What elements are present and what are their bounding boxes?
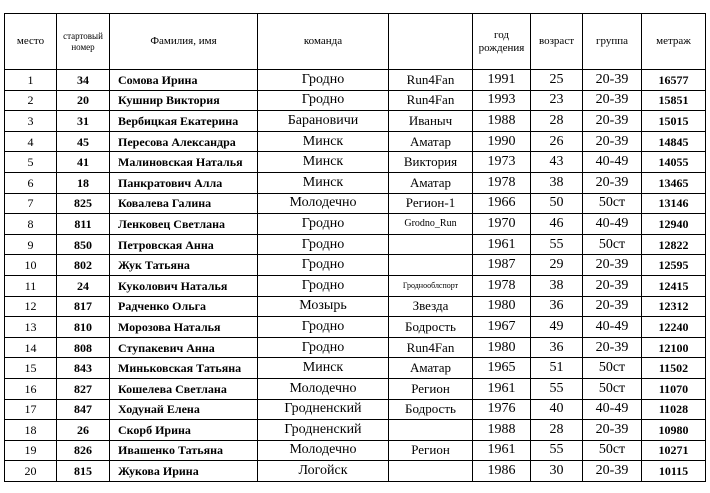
cell-birth-year: 1961 (473, 378, 531, 399)
cell-distance: 12312 (642, 296, 706, 317)
cell-place: 20 (5, 461, 57, 482)
cell-name: Ивашенко Татьяна (110, 440, 258, 461)
cell-group: 20-39 (583, 90, 642, 111)
cell-distance: 11028 (642, 399, 706, 420)
cell-birth-year: 1976 (473, 399, 531, 420)
table-row (5, 461, 706, 482)
cell-start-number: 817 (57, 296, 110, 317)
cell-group: 20-39 (583, 420, 642, 441)
cell-club: Бодрость (389, 399, 473, 420)
cell-group: 50ст (583, 358, 642, 379)
table-row (5, 337, 706, 358)
cell-team: Молодечно (258, 440, 389, 461)
cell-place: 11 (5, 275, 57, 296)
cell-start-number: 34 (57, 70, 110, 91)
cell-distance: 11502 (642, 358, 706, 379)
cell-start-number: 815 (57, 461, 110, 482)
cell-group: 50ст (583, 193, 642, 214)
table-row (5, 420, 706, 441)
table-row (5, 378, 706, 399)
cell-distance: 10115 (642, 461, 706, 482)
header-club (389, 14, 473, 70)
cell-distance: 11070 (642, 378, 706, 399)
cell-group: 40-49 (583, 214, 642, 235)
cell-team: Минск (258, 152, 389, 173)
table-row (5, 399, 706, 420)
cell-start-number: 825 (57, 193, 110, 214)
cell-club: Run4Fan (389, 70, 473, 91)
cell-age: 55 (531, 440, 583, 461)
cell-place: 16 (5, 378, 57, 399)
cell-team: Гродно (258, 214, 389, 235)
table-row (5, 440, 706, 461)
cell-age: 36 (531, 337, 583, 358)
cell-start-number: 45 (57, 131, 110, 152)
cell-team: Гродно (258, 70, 389, 91)
table-header (5, 14, 706, 70)
table-row (5, 214, 706, 235)
cell-group: 40-49 (583, 399, 642, 420)
cell-team: Гродненский (258, 420, 389, 441)
cell-place: 5 (5, 152, 57, 173)
header-group: группа (583, 14, 642, 70)
table-row (5, 131, 706, 152)
cell-start-number: 843 (57, 358, 110, 379)
cell-group: 20-39 (583, 296, 642, 317)
cell-name: Куколович Наталья (110, 275, 258, 296)
cell-team: Мозырь (258, 296, 389, 317)
cell-team: Гродно (258, 337, 389, 358)
cell-group: 50ст (583, 234, 642, 255)
table-row (5, 358, 706, 379)
cell-age: 25 (531, 70, 583, 91)
cell-place: 3 (5, 111, 57, 132)
cell-age: 51 (531, 358, 583, 379)
cell-team: Гродно (258, 317, 389, 338)
cell-name: Ступакевич Анна (110, 337, 258, 358)
cell-club (389, 255, 473, 276)
cell-name: Петровская Анна (110, 234, 258, 255)
cell-start-number: 24 (57, 275, 110, 296)
cell-club: Регион (389, 378, 473, 399)
cell-club: Звезда (389, 296, 473, 317)
cell-start-number: 810 (57, 317, 110, 338)
cell-team: Молодечно (258, 378, 389, 399)
cell-start-number: 850 (57, 234, 110, 255)
cell-place: 10 (5, 255, 57, 276)
cell-team: Барановичи (258, 111, 389, 132)
cell-name: Морозова Наталья (110, 317, 258, 338)
cell-distance: 15015 (642, 111, 706, 132)
cell-group: 40-49 (583, 317, 642, 338)
cell-start-number: 808 (57, 337, 110, 358)
header-age: возраст (531, 14, 583, 70)
cell-club: Аматар (389, 172, 473, 193)
cell-group: 20-39 (583, 255, 642, 276)
cell-place: 6 (5, 172, 57, 193)
table-row (5, 317, 706, 338)
cell-place: 14 (5, 337, 57, 358)
cell-birth-year: 1966 (473, 193, 531, 214)
cell-club: Гродноoблспорт (389, 275, 473, 296)
cell-club: Бодрость (389, 317, 473, 338)
header-distance: метраж (642, 14, 706, 70)
header-start-number: стартовый номер (57, 14, 110, 70)
header-birth-year: год рождения (473, 14, 531, 70)
cell-place: 15 (5, 358, 57, 379)
results-sheet (4, 13, 706, 482)
cell-distance: 13465 (642, 172, 706, 193)
cell-start-number: 26 (57, 420, 110, 441)
cell-distance: 14845 (642, 131, 706, 152)
cell-group: 40-49 (583, 152, 642, 173)
cell-place: 4 (5, 131, 57, 152)
cell-distance: 12100 (642, 337, 706, 358)
cell-team: Гродно (258, 275, 389, 296)
cell-start-number: 802 (57, 255, 110, 276)
cell-age: 36 (531, 296, 583, 317)
header-team: команда (258, 14, 389, 70)
cell-birth-year: 1991 (473, 70, 531, 91)
cell-group: 20-39 (583, 70, 642, 91)
header-row (5, 14, 706, 70)
cell-club: Run4Fan (389, 337, 473, 358)
cell-name: Скорб Ирина (110, 420, 258, 441)
cell-place: 8 (5, 214, 57, 235)
header-name: Фамилия, имя (110, 14, 258, 70)
cell-age: 26 (531, 131, 583, 152)
cell-age: 23 (531, 90, 583, 111)
cell-place: 2 (5, 90, 57, 111)
cell-place: 12 (5, 296, 57, 317)
cell-group: 20-39 (583, 131, 642, 152)
cell-place: 7 (5, 193, 57, 214)
cell-distance: 13146 (642, 193, 706, 214)
cell-club: Иваныч (389, 111, 473, 132)
cell-age: 55 (531, 378, 583, 399)
cell-place: 18 (5, 420, 57, 441)
cell-start-number: 18 (57, 172, 110, 193)
cell-age: 46 (531, 214, 583, 235)
cell-distance: 10980 (642, 420, 706, 441)
cell-distance: 12595 (642, 255, 706, 276)
cell-group: 20-39 (583, 172, 642, 193)
cell-birth-year: 1990 (473, 131, 531, 152)
table-row (5, 172, 706, 193)
cell-distance: 12940 (642, 214, 706, 235)
cell-age: 28 (531, 111, 583, 132)
table-row (5, 275, 706, 296)
cell-birth-year: 1987 (473, 255, 531, 276)
cell-group: 20-39 (583, 275, 642, 296)
cell-group: 20-39 (583, 111, 642, 132)
cell-birth-year: 1961 (473, 234, 531, 255)
cell-team: Гродненский (258, 399, 389, 420)
cell-age: 49 (531, 317, 583, 338)
cell-name: Миньковская Татьяна (110, 358, 258, 379)
cell-start-number: 31 (57, 111, 110, 132)
cell-birth-year: 1988 (473, 111, 531, 132)
cell-name: Ленковец Светлана (110, 214, 258, 235)
cell-team: Минск (258, 172, 389, 193)
table-row (5, 255, 706, 276)
cell-name: Ковалева Галина (110, 193, 258, 214)
cell-team: Гродно (258, 255, 389, 276)
cell-place: 19 (5, 440, 57, 461)
cell-team: Гродно (258, 234, 389, 255)
cell-age: 29 (531, 255, 583, 276)
cell-age: 30 (531, 461, 583, 482)
cell-club (389, 234, 473, 255)
cell-age: 38 (531, 172, 583, 193)
cell-name: Панкратович Алла (110, 172, 258, 193)
cell-name: Малиновская Наталья (110, 152, 258, 173)
cell-distance: 12240 (642, 317, 706, 338)
table-row (5, 234, 706, 255)
cell-club: Аматар (389, 131, 473, 152)
cell-age: 43 (531, 152, 583, 173)
cell-birth-year: 1973 (473, 152, 531, 173)
cell-birth-year: 1988 (473, 420, 531, 441)
cell-name: Кушнир Виктория (110, 90, 258, 111)
cell-start-number: 41 (57, 152, 110, 173)
cell-name: Кошелева Светлана (110, 378, 258, 399)
cell-team: Молодечно (258, 193, 389, 214)
cell-birth-year: 1965 (473, 358, 531, 379)
cell-place: 13 (5, 317, 57, 338)
cell-start-number: 20 (57, 90, 110, 111)
cell-club: Аматар (389, 358, 473, 379)
cell-club: Виктория (389, 152, 473, 173)
cell-birth-year: 1961 (473, 440, 531, 461)
cell-place: 1 (5, 70, 57, 91)
cell-start-number: 847 (57, 399, 110, 420)
table-body (5, 70, 706, 482)
cell-birth-year: 1986 (473, 461, 531, 482)
cell-distance: 14055 (642, 152, 706, 173)
cell-age: 38 (531, 275, 583, 296)
cell-birth-year: 1978 (473, 172, 531, 193)
cell-team: Минск (258, 131, 389, 152)
cell-club: Run4Fan (389, 90, 473, 111)
cell-club: Регион-1 (389, 193, 473, 214)
cell-team: Гродно (258, 90, 389, 111)
cell-birth-year: 1980 (473, 296, 531, 317)
cell-name: Радченко Ольга (110, 296, 258, 317)
table-row (5, 193, 706, 214)
header-place: место (5, 14, 57, 70)
cell-team: Минск (258, 358, 389, 379)
cell-start-number: 826 (57, 440, 110, 461)
cell-place: 9 (5, 234, 57, 255)
cell-group: 50ст (583, 378, 642, 399)
cell-place: 17 (5, 399, 57, 420)
cell-start-number: 811 (57, 214, 110, 235)
cell-distance: 10271 (642, 440, 706, 461)
cell-age: 40 (531, 399, 583, 420)
cell-birth-year: 1993 (473, 90, 531, 111)
cell-name: Сомова Ирина (110, 70, 258, 91)
cell-distance: 16577 (642, 70, 706, 91)
cell-name: Жукова Ирина (110, 461, 258, 482)
cell-name: Жук Татьяна (110, 255, 258, 276)
cell-birth-year: 1970 (473, 214, 531, 235)
table-row (5, 70, 706, 91)
cell-age: 28 (531, 420, 583, 441)
cell-name: Вербицкая Екатерина (110, 111, 258, 132)
cell-name: Ходунай Елена (110, 399, 258, 420)
cell-name: Пересова Александра (110, 131, 258, 152)
table-row (5, 111, 706, 132)
cell-age: 50 (531, 193, 583, 214)
cell-start-number: 827 (57, 378, 110, 399)
cell-club: Регион (389, 440, 473, 461)
cell-distance: 12415 (642, 275, 706, 296)
cell-age: 55 (531, 234, 583, 255)
cell-birth-year: 1978 (473, 275, 531, 296)
cell-club (389, 420, 473, 441)
cell-distance: 12822 (642, 234, 706, 255)
results-table (4, 13, 706, 482)
cell-distance: 15851 (642, 90, 706, 111)
cell-club: Grodno_Run (389, 214, 473, 235)
cell-club (389, 461, 473, 482)
cell-group: 20-39 (583, 461, 642, 482)
cell-group: 50ст (583, 440, 642, 461)
table-row (5, 296, 706, 317)
table-row (5, 152, 706, 173)
cell-team: Логойск (258, 461, 389, 482)
cell-group: 20-39 (583, 337, 642, 358)
cell-birth-year: 1967 (473, 317, 531, 338)
table-row (5, 90, 706, 111)
cell-birth-year: 1980 (473, 337, 531, 358)
